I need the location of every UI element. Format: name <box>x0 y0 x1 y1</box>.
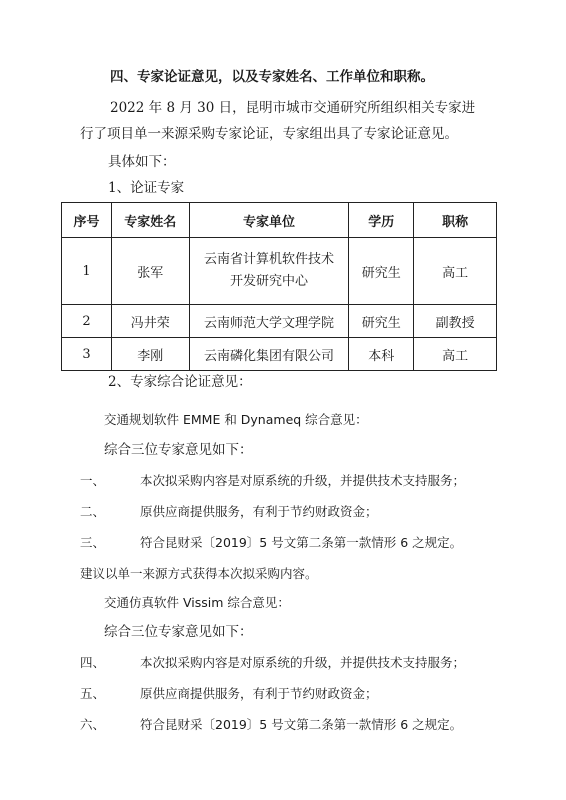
opinion-item <box>80 654 465 672</box>
cell-unit-line-2: 开发研究中心 <box>230 274 309 289</box>
intro-line-1: 2022 年 8 月 30 日，昆明市城市交通研究所组织相关专家进 <box>110 100 476 116</box>
cell-unit <box>189 238 349 305</box>
intro-line-2: 行了项目单一来源采购专家论证，专家组出具了专家论证意见。 <box>80 126 458 142</box>
opinion-a-intro: 综合三位专家意见如下： <box>104 442 253 458</box>
section-2-title: 2、专家综合论证意见： <box>108 374 252 390</box>
opinion-item-text: 符合昆财采〔2019〕5 号文第二条第一款情形 6 之规定。 <box>140 535 463 550</box>
opinion-item-number: 二、 <box>80 504 106 519</box>
cell-education: 研究生 <box>349 305 414 338</box>
opinion-item-text: 原供应商提供服务，有利于节约财政资金； <box>140 686 378 701</box>
opinion-item <box>80 716 462 734</box>
opinion-item-text: 符合昆财采〔2019〕5 号文第二条第一款情形 6 之规定。 <box>140 717 463 732</box>
header-education: 学历 <box>349 203 414 238</box>
cell-no: 2 <box>62 305 112 338</box>
cell-education: 本科 <box>349 338 414 371</box>
cell-unit: 云南磷化集团有限公司 <box>189 338 349 371</box>
header-title: 职称 <box>414 203 497 238</box>
table-row <box>62 238 497 305</box>
header-unit: 专家单位 <box>189 203 349 238</box>
cell-unit-line-1: 云南省计算机软件技术 <box>204 252 335 267</box>
opinion-a-title: 交通规划软件 EMME 和 Dynameq 综合意见： <box>104 412 368 427</box>
cell-name: 李刚 <box>111 338 189 371</box>
opinion-a-conclusion: 建议以单一来源方式获得本次拟采购内容。 <box>80 566 318 581</box>
opinion-item-text: 原供应商提供服务，有利于节约财政资金； <box>140 504 378 519</box>
opinion-item-number: 一、 <box>80 473 106 488</box>
cell-unit: 云南师范大学文理学院 <box>189 305 349 338</box>
cell-no: 1 <box>62 238 112 305</box>
cell-name: 张军 <box>111 238 189 305</box>
cell-no: 3 <box>62 338 112 371</box>
opinion-b-title: 交通仿真软件 Vissim 综合意见： <box>104 595 290 610</box>
cell-education: 研究生 <box>349 238 414 305</box>
cell-name: 冯井荣 <box>111 305 189 338</box>
cell-title: 高工 <box>414 338 497 371</box>
opinion-b-intro: 综合三位专家意见如下： <box>104 624 253 640</box>
table-row <box>62 305 497 338</box>
expert-table <box>61 202 497 371</box>
opinion-item-number: 三、 <box>80 535 106 550</box>
opinion-item <box>80 472 465 490</box>
table-row <box>62 338 497 371</box>
cell-title: 副教授 <box>414 305 497 338</box>
section-1-title: 1、论证专家 <box>108 180 185 196</box>
table-header-row <box>62 203 497 238</box>
opinion-item-number: 五、 <box>80 686 106 701</box>
header-name: 专家姓名 <box>111 203 189 238</box>
cell-title: 高工 <box>414 238 497 305</box>
opinion-item-number: 四、 <box>80 655 106 670</box>
section-heading: 四、专家论证意见，以及专家姓名、工作单位和职称。 <box>110 69 434 85</box>
opinion-item <box>80 503 378 521</box>
opinion-item <box>80 685 378 703</box>
opinion-item-number: 六、 <box>80 717 106 732</box>
intro-line-3: 具体如下： <box>108 154 176 170</box>
opinion-item <box>80 534 462 552</box>
opinion-item-text: 本次拟采购内容是对原系统的升级，并提供技术支持服务； <box>140 655 466 670</box>
opinion-item-text: 本次拟采购内容是对原系统的升级，并提供技术支持服务； <box>140 473 466 488</box>
header-no: 序号 <box>62 203 112 238</box>
